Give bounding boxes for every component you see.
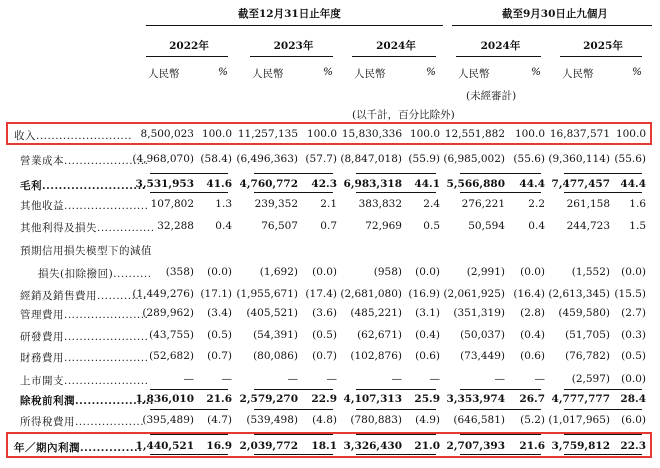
row-label: 其他利得及損失............... bbox=[20, 222, 155, 234]
amount-cell: (1,552) bbox=[571, 266, 610, 278]
amount-cell: 261,158 bbox=[566, 198, 610, 210]
amount-cell: (358) bbox=[165, 266, 194, 278]
amount-cell: (405,521) bbox=[246, 307, 298, 319]
year-header: 2025年 bbox=[583, 40, 623, 52]
year-underline bbox=[250, 56, 333, 57]
sum-underline bbox=[460, 389, 541, 390]
amount-cell: (351,319) bbox=[453, 307, 505, 319]
percent-cell: 18.1 bbox=[311, 440, 337, 452]
percent-cell: 44.4 bbox=[620, 178, 646, 190]
row-label: 損失(扣除撥回).......... bbox=[38, 268, 152, 280]
note-thousands: (以千計，百分比除外) bbox=[352, 109, 455, 121]
amount-cell: — bbox=[287, 373, 298, 385]
amount-cell: 15,830,336 bbox=[341, 128, 402, 140]
percent-cell: (3.6) bbox=[312, 307, 337, 319]
percent-header: % bbox=[531, 66, 541, 78]
percent-cell: (57.7) bbox=[305, 153, 337, 165]
amount-cell: (2,061,925) bbox=[443, 288, 505, 300]
sum-underline bbox=[150, 192, 228, 193]
amount-cell: (1,017,965) bbox=[548, 414, 610, 426]
amount-cell: 8,500,023 bbox=[140, 128, 194, 140]
amount-cell: 383,832 bbox=[358, 198, 402, 210]
percent-cell: (55.9) bbox=[408, 153, 440, 165]
row-label: 經銷及銷售費用............. bbox=[20, 290, 147, 302]
currency-header: 人民幣 bbox=[354, 68, 386, 80]
sum-underline bbox=[460, 192, 541, 193]
group-underline-nine-months bbox=[452, 25, 652, 26]
amount-cell: (395,489) bbox=[142, 414, 194, 426]
note-unaudited: (未經審計) bbox=[466, 90, 517, 102]
row-label: 年／期內利潤............... bbox=[14, 442, 143, 454]
currency-header: 人民幣 bbox=[252, 68, 284, 80]
amount-cell: (2,597) bbox=[571, 373, 610, 385]
amount-cell: 50,594 bbox=[468, 220, 505, 232]
amount-cell: (102,876) bbox=[350, 350, 402, 362]
percent-cell: (0.6) bbox=[415, 350, 440, 362]
percent-cell: 22.3 bbox=[620, 440, 646, 452]
year-underline bbox=[456, 56, 541, 57]
amount-cell: (1,449,276) bbox=[132, 288, 194, 300]
percent-cell: (4.7) bbox=[207, 414, 232, 426]
amount-cell: (9,360,114) bbox=[548, 153, 610, 165]
percent-cell: (0.0) bbox=[207, 266, 232, 278]
percent-cell: (17.1) bbox=[200, 288, 232, 300]
sum-underline bbox=[254, 192, 333, 193]
sum-underline bbox=[356, 389, 436, 390]
sum-underline bbox=[564, 173, 642, 174]
group-header-nine-months: 截至9月30日止九個月 bbox=[502, 8, 608, 20]
sum-underline bbox=[460, 173, 541, 174]
sum-underline bbox=[150, 409, 228, 410]
year-underline bbox=[560, 56, 642, 57]
row-label: 管理費用...................... bbox=[20, 309, 149, 321]
amount-cell: (62,671) bbox=[357, 329, 402, 341]
highlight-profit-row bbox=[6, 432, 652, 458]
row-label: 財務費用...................... bbox=[20, 352, 149, 364]
sum-underline bbox=[460, 409, 541, 410]
amount-cell: (51,705) bbox=[565, 329, 610, 341]
percent-cell: (16.9) bbox=[408, 288, 440, 300]
amount-cell: (6,496,363) bbox=[236, 153, 298, 165]
percent-cell: (2.7) bbox=[621, 307, 646, 319]
sum-underline bbox=[356, 192, 436, 193]
percent-header: % bbox=[323, 66, 333, 78]
percent-cell: (55.6) bbox=[513, 153, 545, 165]
percent-cell: — bbox=[326, 373, 337, 385]
amount-cell: 11,257,135 bbox=[237, 128, 298, 140]
percent-cell: (0.5) bbox=[312, 329, 337, 341]
amount-cell: (289,962) bbox=[142, 307, 194, 319]
percent-cell: 44.4 bbox=[519, 178, 545, 190]
row-label: 上市開支...................... bbox=[20, 375, 149, 387]
currency-header: 人民幣 bbox=[148, 68, 180, 80]
percent-cell: (0.7) bbox=[312, 350, 337, 362]
percent-cell: (0.0) bbox=[520, 266, 545, 278]
sum-underline bbox=[254, 409, 333, 410]
amount-cell: 276,221 bbox=[461, 198, 505, 210]
percent-cell: 100.0 bbox=[514, 128, 545, 140]
percent-cell: 1.3 bbox=[215, 198, 232, 210]
amount-cell: (646,581) bbox=[453, 414, 505, 426]
row-label: 所得稅費用.................. bbox=[20, 416, 145, 428]
sum-underline bbox=[356, 173, 436, 174]
percent-cell: 0.4 bbox=[528, 220, 545, 232]
amount-cell: (958) bbox=[373, 266, 402, 278]
percent-cell: (0.4) bbox=[415, 329, 440, 341]
sum-underline bbox=[564, 192, 642, 193]
percent-cell: 42.3 bbox=[311, 178, 337, 190]
percent-cell: (6.0) bbox=[621, 414, 646, 426]
amount-cell: 4,107,313 bbox=[343, 393, 402, 405]
percent-cell: (0.0) bbox=[312, 266, 337, 278]
row-label: 毛利......................... bbox=[20, 180, 146, 192]
amount-cell: (1,692) bbox=[259, 266, 298, 278]
percent-cell: (16.4) bbox=[513, 288, 545, 300]
percent-cell: 2.4 bbox=[423, 198, 440, 210]
percent-cell: 25.9 bbox=[414, 393, 440, 405]
row-label: 營業成本...................... bbox=[20, 155, 149, 167]
amount-cell: 2,039,772 bbox=[239, 440, 298, 452]
amount-cell: 3,759,812 bbox=[551, 440, 610, 452]
sum-underline bbox=[150, 389, 228, 390]
amount-cell: (52,682) bbox=[149, 350, 194, 362]
amount-cell: (1,955,671) bbox=[236, 288, 298, 300]
amount-cell: 1,440,521 bbox=[135, 440, 194, 452]
percent-header: % bbox=[218, 66, 228, 78]
currency-header: 人民幣 bbox=[458, 68, 490, 80]
amount-cell: (459,580) bbox=[558, 307, 610, 319]
row-label: 除稅前利潤................... bbox=[20, 395, 154, 407]
percent-cell: (0.7) bbox=[207, 350, 232, 362]
amount-cell: 72,969 bbox=[365, 220, 402, 232]
amount-cell: — bbox=[494, 373, 505, 385]
percent-cell: 44.1 bbox=[414, 178, 440, 190]
amount-cell: 244,723 bbox=[566, 220, 610, 232]
percent-cell: (3.4) bbox=[207, 307, 232, 319]
percent-cell: 21.0 bbox=[414, 440, 440, 452]
amount-cell: 2,707,393 bbox=[446, 440, 505, 452]
percent-cell: 100.0 bbox=[306, 128, 337, 140]
year-underline bbox=[146, 56, 228, 57]
percent-cell: 2.1 bbox=[320, 198, 337, 210]
percent-cell: (0.5) bbox=[621, 350, 646, 362]
year-header: 2023年 bbox=[273, 40, 314, 52]
amount-cell: (2,681,080) bbox=[340, 288, 402, 300]
amount-cell: — bbox=[391, 373, 402, 385]
percent-cell: 100.0 bbox=[615, 128, 646, 140]
year-header: 2022年 bbox=[169, 40, 209, 52]
percent-cell: (0.0) bbox=[621, 266, 646, 278]
percent-header: % bbox=[632, 66, 642, 78]
currency-header: 人民幣 bbox=[562, 68, 594, 80]
percent-cell: 21.6 bbox=[519, 440, 545, 452]
amount-cell: — bbox=[183, 373, 194, 385]
amount-cell: (4,968,070) bbox=[132, 153, 194, 165]
amount-cell: (43,755) bbox=[149, 329, 194, 341]
amount-cell: 12,551,882 bbox=[444, 128, 505, 140]
percent-cell: (55.6) bbox=[614, 153, 646, 165]
amount-cell: 3,353,974 bbox=[446, 393, 505, 405]
amount-cell: (485,221) bbox=[350, 307, 402, 319]
percent-cell: 26.7 bbox=[519, 393, 545, 405]
amount-cell: (73,449) bbox=[460, 350, 505, 362]
amount-cell: 4,760,772 bbox=[239, 178, 298, 190]
percent-cell: (3.1) bbox=[415, 307, 440, 319]
percent-cell: 0.4 bbox=[215, 220, 232, 232]
amount-cell: (539,498) bbox=[246, 414, 298, 426]
percent-cell: 41.6 bbox=[206, 178, 232, 190]
amount-cell: (8,847,018) bbox=[340, 153, 402, 165]
amount-cell: 3,326,430 bbox=[343, 440, 402, 452]
row-label: 研發費用...................... bbox=[20, 331, 149, 343]
percent-cell: (17.4) bbox=[305, 288, 337, 300]
amount-cell: (80,086) bbox=[253, 350, 298, 362]
row-label: 預期信用損失模型下的減值 bbox=[20, 245, 152, 257]
percent-cell: 21.6 bbox=[206, 393, 232, 405]
group-underline-years bbox=[146, 25, 443, 26]
year-underline bbox=[352, 56, 436, 57]
percent-cell: 0.7 bbox=[320, 220, 337, 232]
amount-cell: 76,507 bbox=[261, 220, 298, 232]
row-label: 收入......................... bbox=[14, 130, 132, 142]
amount-cell: 16,837,571 bbox=[549, 128, 610, 140]
amount-cell: (76,782) bbox=[565, 350, 610, 362]
percent-cell: (0.5) bbox=[207, 329, 232, 341]
year-header: 2024年 bbox=[480, 40, 521, 52]
sum-underline bbox=[254, 389, 333, 390]
amount-cell: (780,883) bbox=[350, 414, 402, 426]
percent-cell: (0.6) bbox=[520, 350, 545, 362]
percent-cell: 1.5 bbox=[629, 220, 646, 232]
amount-cell: 4,777,777 bbox=[551, 393, 610, 405]
sum-underline bbox=[254, 173, 333, 174]
percent-cell: — bbox=[534, 373, 545, 385]
amount-cell: 1,836,010 bbox=[135, 393, 194, 405]
percent-cell: 22.9 bbox=[311, 393, 337, 405]
percent-cell: — bbox=[221, 373, 232, 385]
percent-cell: (2.8) bbox=[520, 307, 545, 319]
amount-cell: (2,613,345) bbox=[548, 288, 610, 300]
percent-cell: — bbox=[429, 373, 440, 385]
percent-cell: (0.0) bbox=[415, 266, 440, 278]
percent-cell: (0.3) bbox=[621, 329, 646, 341]
row-label: 其他收益...................... bbox=[20, 200, 149, 212]
amount-cell: 239,352 bbox=[254, 198, 298, 210]
sum-underline bbox=[564, 389, 642, 390]
amount-cell: (50,037) bbox=[460, 329, 505, 341]
amount-cell: 32,288 bbox=[157, 220, 194, 232]
highlight-revenue-row bbox=[6, 122, 652, 145]
percent-cell: 0.5 bbox=[423, 220, 440, 232]
percent-cell: (0.0) bbox=[621, 373, 646, 385]
percent-cell: (5.2) bbox=[520, 414, 545, 426]
amount-cell: 7,477,457 bbox=[551, 178, 610, 190]
sum-underline bbox=[356, 409, 436, 410]
amount-cell: 2,579,270 bbox=[239, 393, 298, 405]
percent-cell: (58.4) bbox=[200, 153, 232, 165]
percent-cell: 16.9 bbox=[206, 440, 232, 452]
percent-cell: (4.9) bbox=[415, 414, 440, 426]
amount-cell: (2,991) bbox=[466, 266, 505, 278]
percent-header: % bbox=[426, 66, 436, 78]
percent-cell: 100.0 bbox=[201, 128, 232, 140]
percent-cell: (15.5) bbox=[614, 288, 646, 300]
group-header-years: 截至12月31日止年度 bbox=[238, 8, 341, 20]
percent-cell: 2.2 bbox=[528, 198, 545, 210]
sum-underline bbox=[150, 173, 228, 174]
percent-cell: 28.4 bbox=[620, 393, 646, 405]
amount-cell: 3,531,953 bbox=[135, 178, 194, 190]
amount-cell: (6,985,002) bbox=[443, 153, 505, 165]
sum-underline bbox=[564, 409, 642, 410]
amount-cell: 6,983,318 bbox=[343, 178, 402, 190]
amount-cell: 107,802 bbox=[150, 198, 194, 210]
year-header: 2024年 bbox=[376, 40, 416, 52]
amount-cell: (54,391) bbox=[253, 329, 298, 341]
percent-cell: 1.6 bbox=[629, 198, 646, 210]
percent-cell: (4.8) bbox=[312, 414, 337, 426]
percent-cell: (0.4) bbox=[520, 329, 545, 341]
amount-cell: 5,566,880 bbox=[446, 178, 505, 190]
percent-cell: 100.0 bbox=[409, 128, 440, 140]
